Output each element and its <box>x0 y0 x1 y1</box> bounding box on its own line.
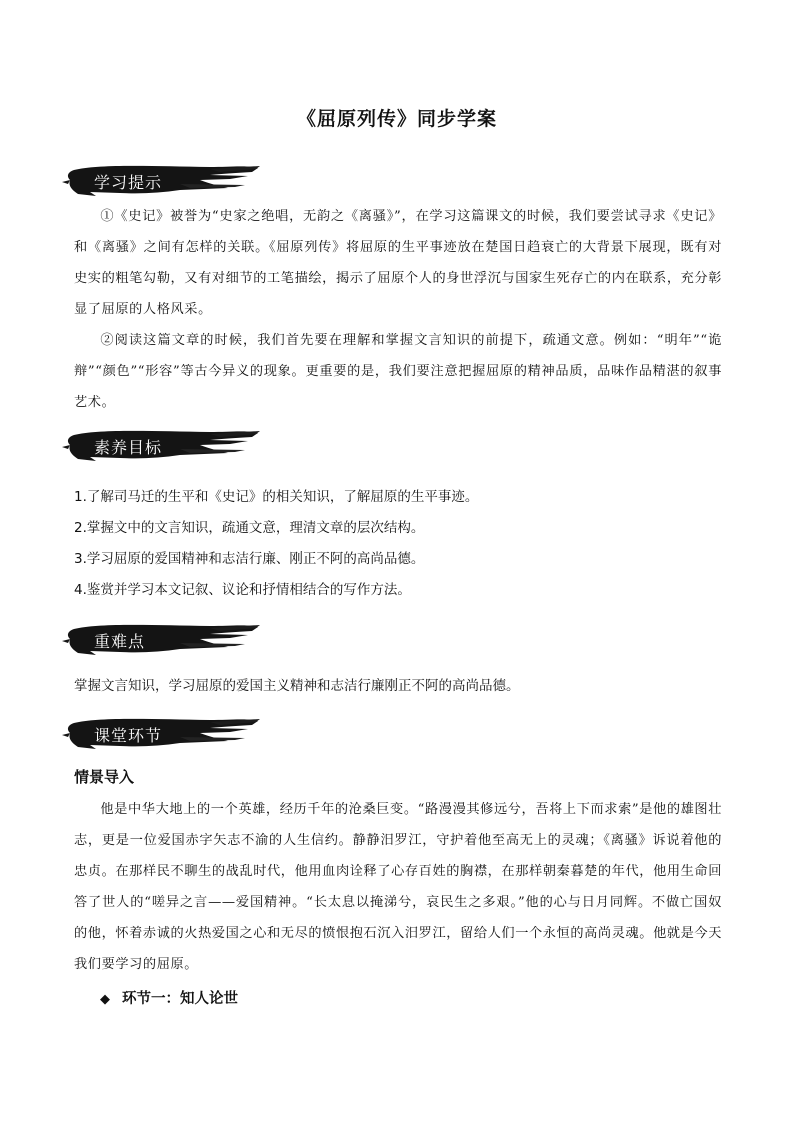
goal-item: 3.学习屈原的爱国精神和志洁行廉、刚正不阿的高尚品德。 <box>74 551 425 567</box>
goal-item: 1.了解司马迁的生平和《史记》的相关知识，了解屈原的生平事迹。 <box>74 489 479 505</box>
tips-paragraph-2: ②阅读这篇文章的时候，我们首先要在理解和掌握文言知识的前提下，疏通文意。例如：“明年”“诡辩”“颜色”“形容”等古今异义的现象。更重要的是，我们要注意把握屈原的精神品质，品味作品精湛的叙事艺术。 <box>74 333 722 410</box>
step-label: 环节一：知人论世 <box>122 990 238 1007</box>
section-heading: 重难点 <box>94 632 146 651</box>
goal-item: 4.鉴赏并学习本文记叙、议论和抒情相结合的写作方法。 <box>74 582 411 598</box>
key-points-text: 掌握文言知识，学习屈原的爱国主义精神和志洁行廉刚正不阿的高尚品德。 <box>74 678 520 694</box>
section-heading: 课堂环节 <box>94 726 163 745</box>
intro-heading: 情景导入 <box>74 768 135 786</box>
brush-stroke-icon <box>60 619 260 661</box>
intro-paragraph: 他是中华大地上的一个英雄，经历千年的沧桑巨变。“路漫漫其修远兮，吾将上下而求索”是他的雄图壮志，更是一位爱国赤字矢志不渝的人生信约。静静汨罗江，守护着他至高无上的灵魂；《离骚》诉说着他的忠贞。在那样民不聊生的战乱时代，他用血肉诠释了心存百姓的胸襟，在那样朝秦暮楚的年代，他用生命回答了世人的“嗟异之言——爱国精神。“长太息以掩涕兮，哀民生之多艰。”他的心与日月同辉。不做亡国奴的他，怀着赤诚的火热爱国之心和无尽的愤恨抱石沉入汨罗江，留给人们一个永恒的高尚灵魂。他就是今天我们要学习的屈原。 <box>74 802 723 972</box>
section-step-one <box>100 987 238 1008</box>
page-title: 《屈原列传》同步学案 <box>296 108 497 130</box>
section-banner-class <box>60 713 260 755</box>
diamond-icon: ◆ <box>100 992 110 1007</box>
section-heading: 素养目标 <box>94 438 163 457</box>
tips-paragraph-1: ①《史记》被誉为“史家之绝唱，无韵之《离骚》”，在学习这篇课文的时候，我们要尝试寻求《史记》和《离骚》之间有怎样的关联。《屈原列传》将屈原的生平事迹放在楚国日趋衰亡的大背景下展现，既有对史实的粗笔勾勒，又有对细节的工笔描绘，揭示了屈原个人的身世浮沉与国家生死存亡的内在联系，充分彰显了屈原的人格风采。 <box>74 209 723 317</box>
goal-item: 2.掌握文中的文言知识，疏通文意，理清文章的层次结构。 <box>74 520 425 536</box>
section-banner-tips <box>60 160 260 202</box>
section-heading: 学习提示 <box>94 173 163 192</box>
section-banner-goals <box>60 425 260 467</box>
section-banner-key <box>60 619 260 661</box>
